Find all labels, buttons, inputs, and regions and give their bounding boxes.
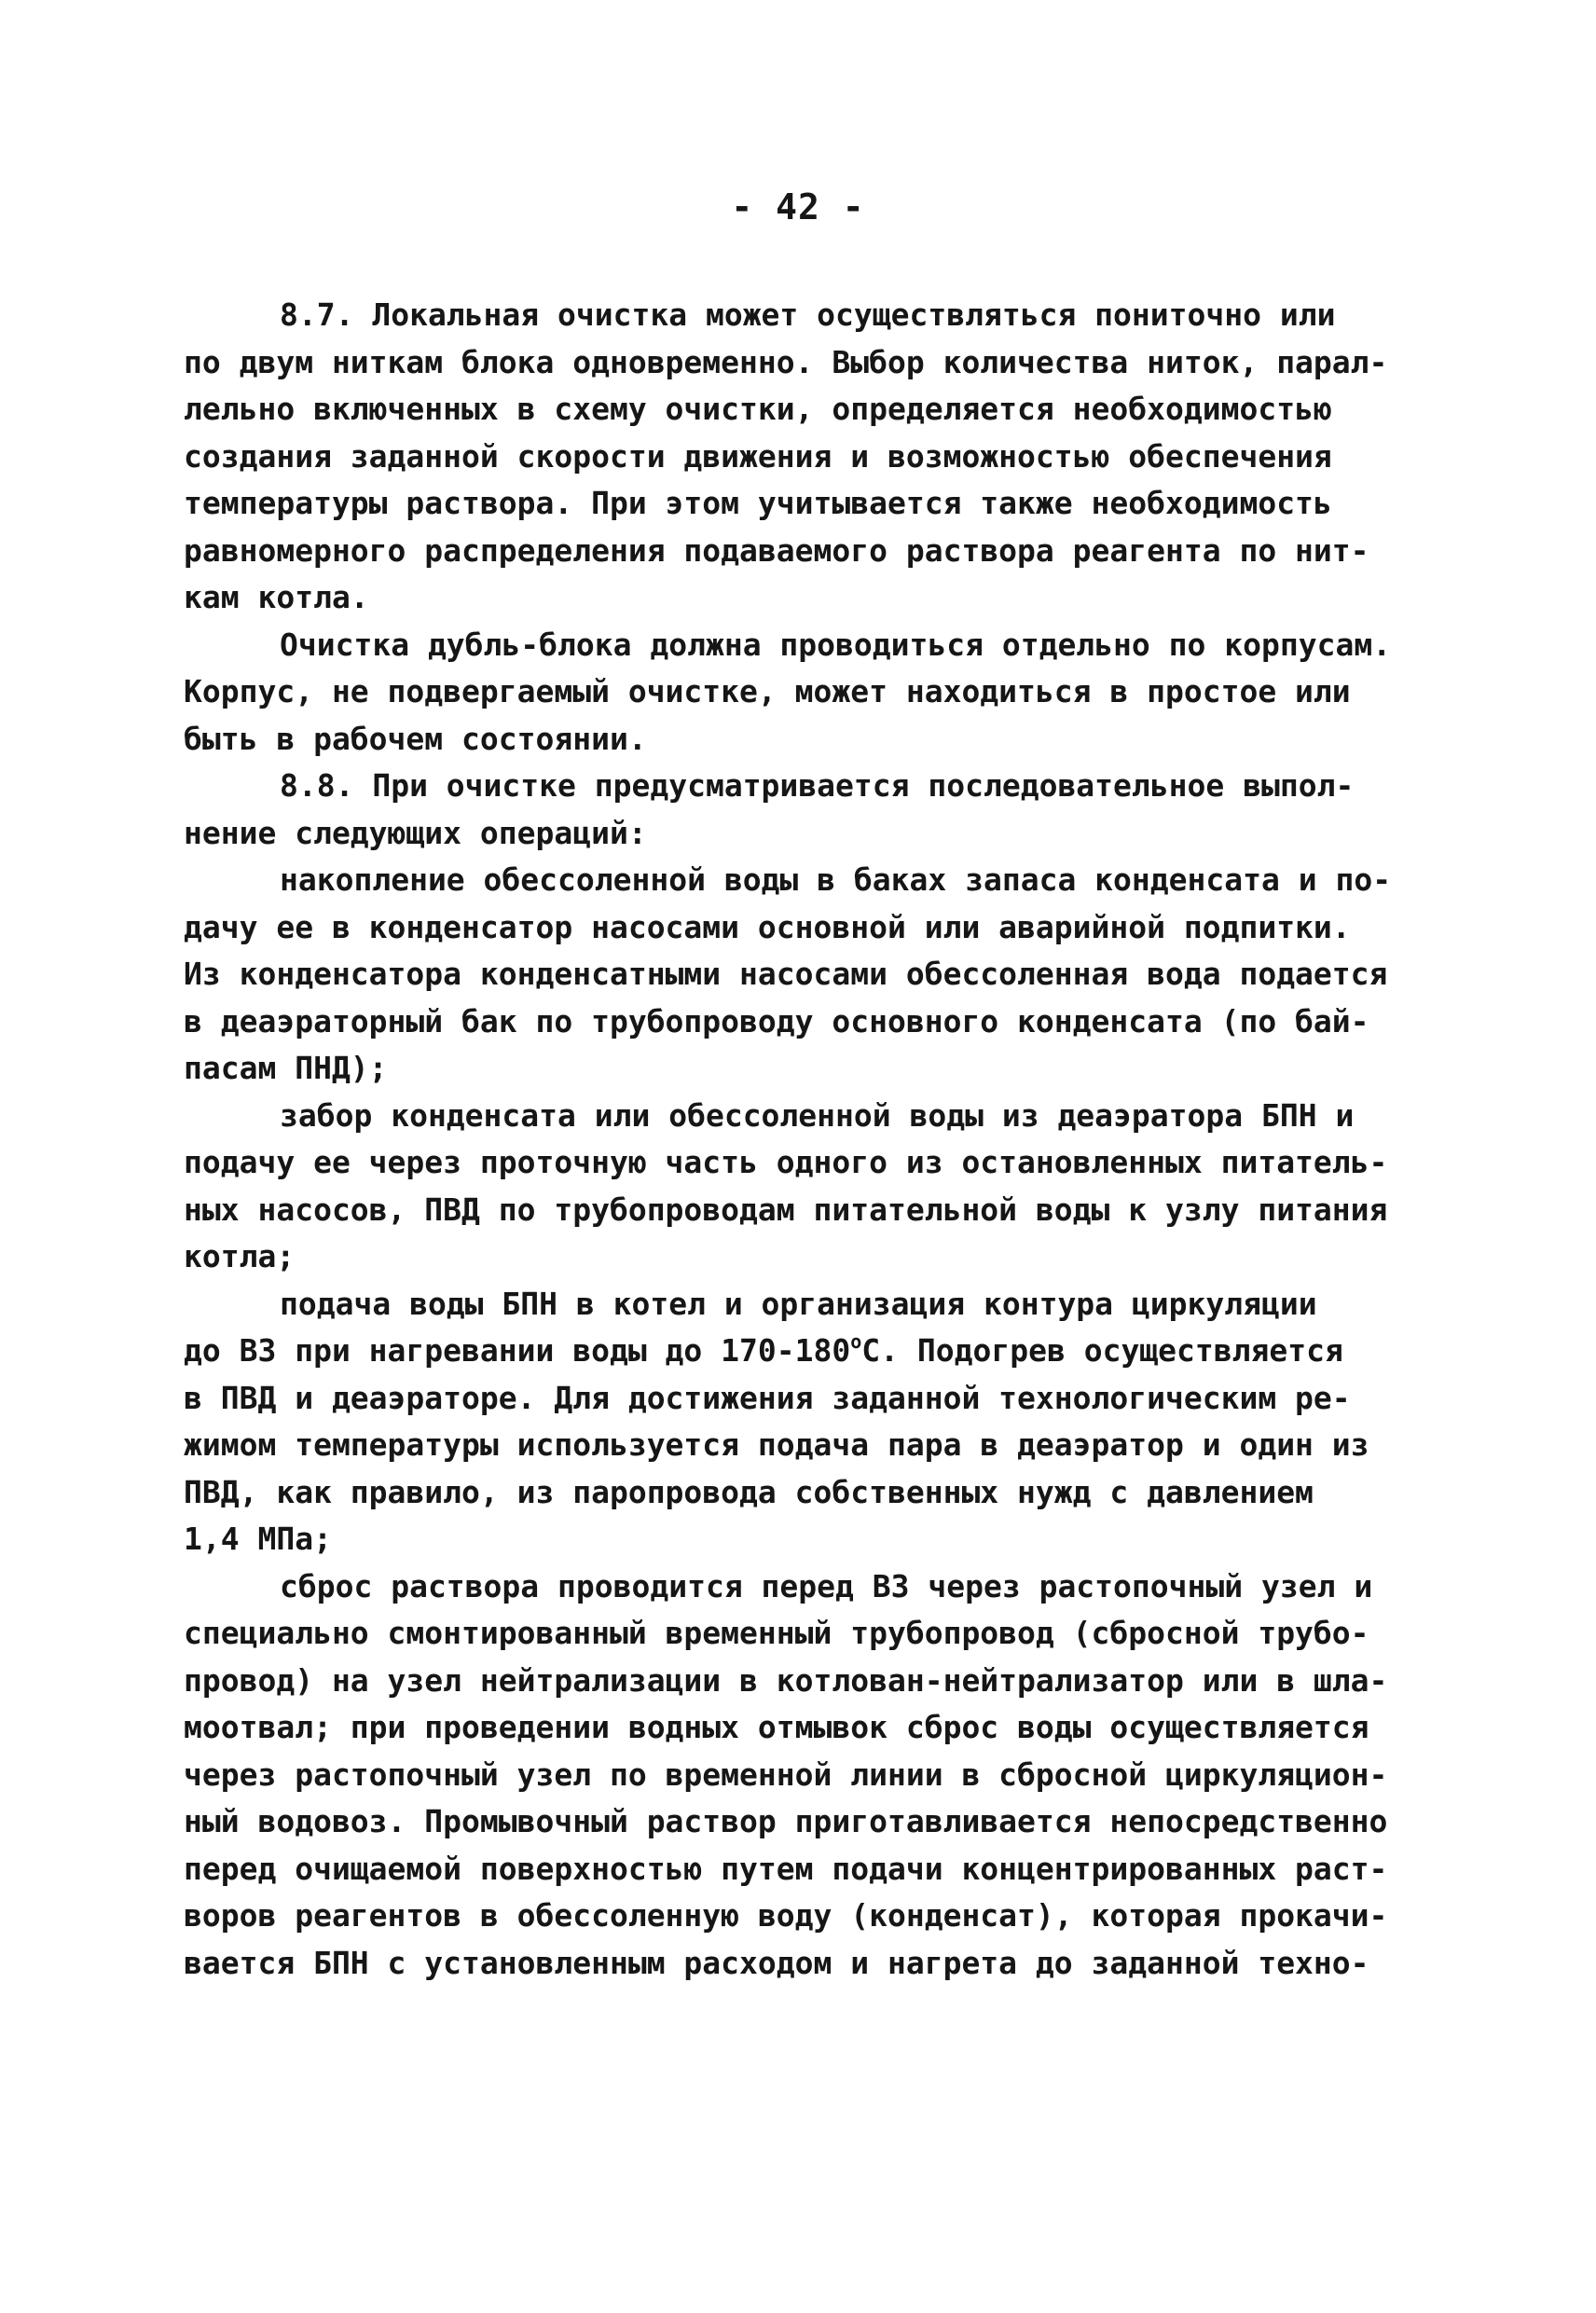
- text-line: создания заданной скорости движения и возможностью обеспечения: [184, 438, 1332, 475]
- text-line: перед очищаемой поверхностью путем подачи концентрированных раст-: [184, 1851, 1388, 1887]
- page-number: - 42 -: [731, 186, 865, 227]
- text-line: котла;: [184, 1238, 296, 1274]
- text-line: воров реагентов в обессоленную воду (конденсат), которая прокачи-: [184, 1897, 1388, 1934]
- text-line: подача воды БПН в котел и организация контура циркуляции: [280, 1286, 1317, 1322]
- text-line: равномерного распределения подаваемого раствора реагента по нит-: [184, 532, 1369, 569]
- text-line: вается БПН с установленным расходом и нагрета до заданной техно-: [184, 1945, 1369, 1981]
- text-line: ный водовоз. Промывочный раствор приготавливается непосредственно: [184, 1803, 1388, 1839]
- text-line: 8.7. Локальная очистка может осуществляться пониточно или: [280, 296, 1336, 333]
- text-line: специально смонтированный временный трубопровод (сбросной трубо-: [184, 1615, 1369, 1651]
- text-line: через растопочный узел по временной линии в сбросной циркуляцион-: [184, 1756, 1388, 1793]
- text-line: дачу ее в конденсатор насосами основной или аварийной подпитки.: [184, 909, 1351, 945]
- text-line: Из конденсатора конденсатными насосами обессоленная вода подается: [184, 956, 1388, 992]
- text-line: кам котла.: [184, 579, 369, 615]
- degree-mark: о: [850, 1330, 862, 1353]
- text-line: подачу ее через проточную часть одного из остановленных питатель-: [184, 1144, 1388, 1180]
- temp-unit-text: С. Подогрев осуществляется: [861, 1332, 1343, 1369]
- text-line-temperature: [184, 1332, 1343, 1370]
- text-line: в деаэраторный бак по трубопроводу основного конденсата (по бай-: [184, 1003, 1369, 1039]
- text-line: нение следующих операций:: [184, 815, 647, 851]
- text-line: в ПВД и деаэраторе. Для достижения заданной технологическим ре-: [184, 1380, 1351, 1416]
- text-line: ных насосов, ПВД по трубопроводам питательной воды к узлу питания: [184, 1191, 1388, 1228]
- text-line: Очистка дубль-блока должна проводиться отдельно по корпусам.: [280, 626, 1392, 663]
- text-line: сброс раствора проводится перед ВЗ через растопочный узел и: [280, 1568, 1373, 1604]
- text-line: ПВД, как правило, из паропровода собственных нужд с давлением: [184, 1474, 1314, 1510]
- temp-range-text: до ВЗ при нагревании воды до 170-180: [184, 1332, 851, 1369]
- text-line: температуры раствора. При этом учитывается также необходимость: [184, 485, 1332, 521]
- text-line: быть в рабочем состоянии.: [184, 721, 647, 757]
- text-line: 8.8. При очистке предусматривается последовательное выпол-: [280, 767, 1355, 804]
- text-line: провод) на узел нейтрализации в котлован-нейтрализатор или в шла-: [184, 1662, 1388, 1699]
- text-line: лельно включенных в схему очистки, определяется необходимостью: [184, 391, 1332, 427]
- text-line: 1,4 МПа;: [184, 1521, 332, 1557]
- text-line: накопление обессоленной воды в баках запаса конденсата и по-: [280, 861, 1392, 898]
- text-line: забор конденсата или обессоленной воды из деаэратора БПН и: [280, 1097, 1355, 1134]
- text-line: моотвал; при проведении водных отмывок сброс воды осуществляется: [184, 1709, 1369, 1745]
- text-line: по двум ниткам блока одновременно. Выбор количества ниток, парал-: [184, 344, 1388, 380]
- text-line: пасам ПНД);: [184, 1050, 388, 1086]
- text-line: Корпус, не подвергаемый очистке, может находиться в простое или: [184, 673, 1351, 709]
- text-line: жимом температуры используется подача пара в деаэратор и один из: [184, 1426, 1369, 1463]
